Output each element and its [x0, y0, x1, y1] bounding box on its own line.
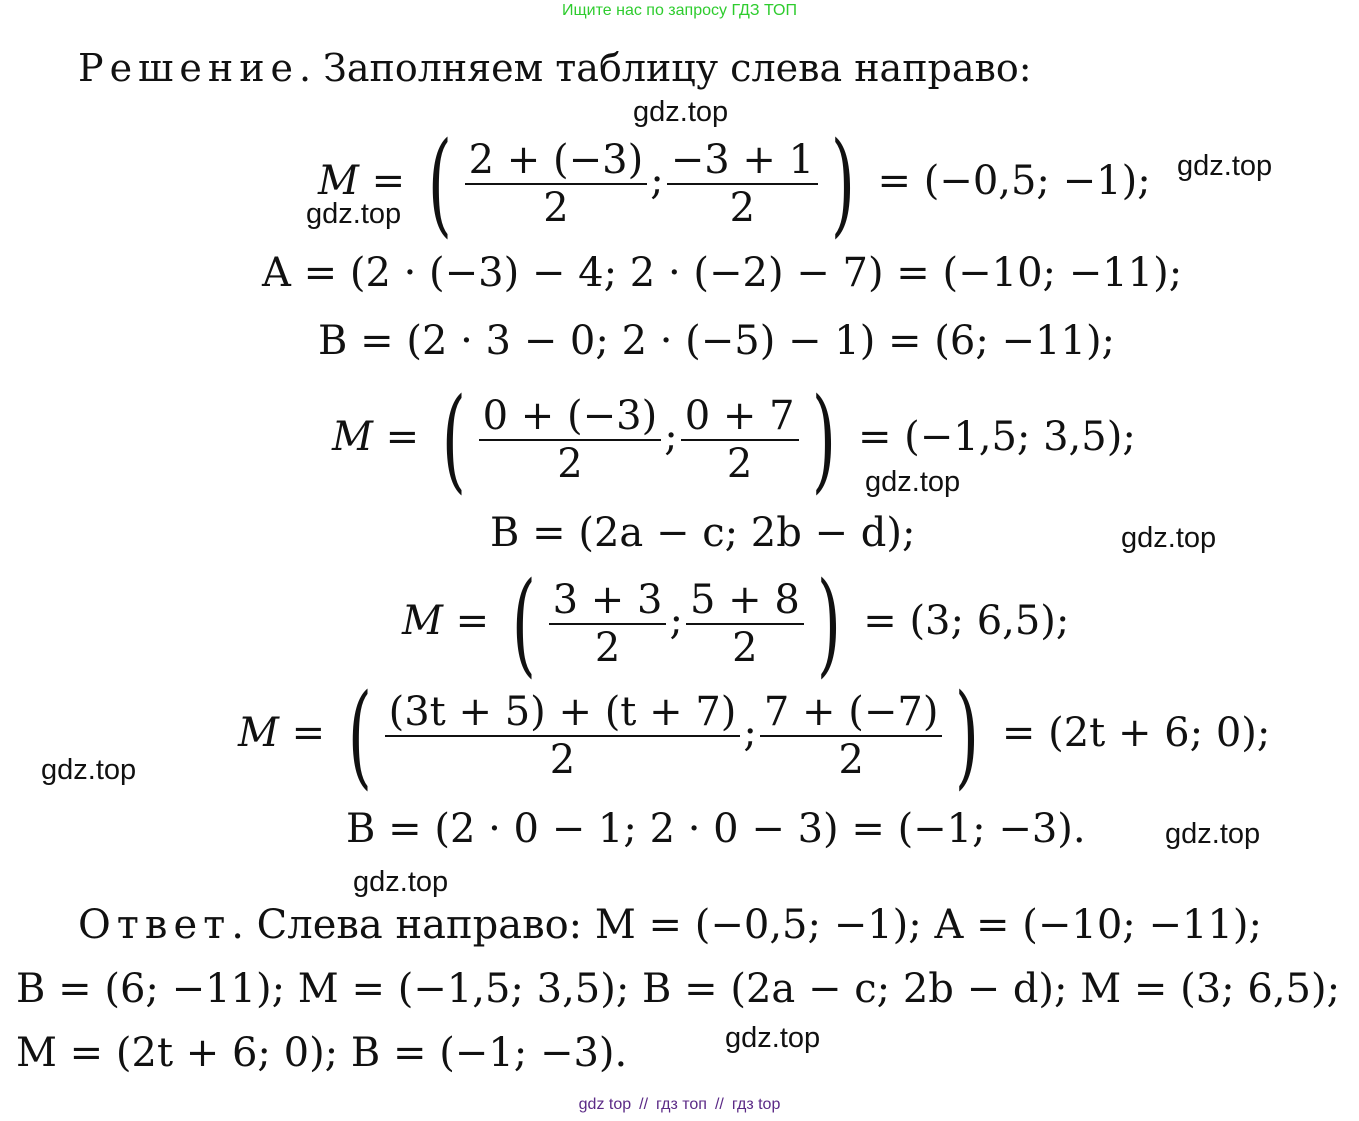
- equation-6: M = ( $\frac{3 + 3}{2}$ ; $\frac{5 + 8}{2}$ ) = (3; 6,5);: [402, 559, 1070, 689]
- left-paren: (: [347, 671, 372, 801]
- footer-separator: //: [714, 1096, 724, 1113]
- top-banner: Ищите нас по запросу ГДЗ ТОП: [562, 2, 797, 19]
- equation-7: M = ( $\frac{(3t + 5) + (t + 7)}{2}$ ; $\frac{7 + (-7)}{2}$ ) = (2t + 6; 0);: [238, 671, 1271, 801]
- solution-label: Решение: [78, 46, 300, 90]
- numerator: 0 + (−3): [479, 393, 662, 441]
- eq7-lhs: M: [238, 710, 279, 756]
- footer: [0, 1096, 1359, 1114]
- watermark: gdz.top: [633, 96, 729, 128]
- footer-item: гдз топ: [656, 1096, 707, 1113]
- eq6-lhs: M: [402, 598, 443, 644]
- watermark: gdz.top: [353, 866, 449, 898]
- answer-label: Ответ: [78, 902, 232, 948]
- answer-line-3: M = (2t + 6; 0); B = (−1; −3).: [16, 1030, 628, 1076]
- solution-heading: [78, 46, 1032, 90]
- numerator: 3 + 3: [549, 577, 667, 625]
- denominator: 2: [543, 185, 569, 231]
- eq4-lhs: M: [332, 414, 373, 460]
- fraction: [385, 689, 741, 783]
- numerator: 5 + 8: [686, 577, 804, 625]
- equation-4: M = ( $\frac{0 + (-3)}{2}$ ; $\frac{0 + 7}{2}$ ) = (−1,5; 3,5);: [332, 375, 1136, 505]
- equation-1: M = ( $\frac{2 + (-3)}{2}$ ; $\frac{-3 + 1}{2}$ ) = (−0,5; −1);: [318, 119, 1151, 249]
- fraction: [681, 393, 799, 487]
- right-paren: ): [830, 119, 855, 249]
- eq1-lhs: M: [318, 158, 359, 204]
- fraction: [549, 577, 667, 671]
- watermark: gdz.top: [41, 754, 137, 786]
- watermark: gdz.top: [306, 198, 402, 230]
- eq7-result: = (2t + 6; 0);: [1001, 710, 1271, 756]
- denominator: 2: [729, 185, 756, 231]
- denominator: 2: [726, 441, 753, 487]
- equation-2: A = (2 · (−3) − 4; 2 · (−2) − 7) = (−10; −11);: [262, 250, 1183, 296]
- fraction: [479, 393, 662, 487]
- footer-item: гдз top: [731, 1096, 781, 1113]
- footer-separator: //: [639, 1096, 649, 1113]
- denominator: 2: [549, 737, 576, 783]
- answer-text-1: . Слева направо: M = (−0,5; −1); A = (−10; −11);: [231, 902, 1262, 948]
- denominator: 2: [732, 625, 758, 671]
- watermark: gdz.top: [1177, 150, 1273, 182]
- left-paren: (: [441, 375, 466, 505]
- equation-5: B = (2a − c; 2b − d);: [490, 510, 916, 556]
- right-paren: ): [816, 559, 841, 689]
- equation-8: B = (2 · 0 − 1; 2 · 0 − 3) = (−1; −3).: [346, 806, 1086, 852]
- fraction: [760, 689, 943, 783]
- eq4-result: = (−1,5; 3,5);: [857, 414, 1136, 460]
- equation-3: B = (2 · 3 − 0; 2 · (−5) − 1) = (6; −11);: [318, 318, 1116, 364]
- eq6-result: = (3; 6,5);: [863, 598, 1070, 644]
- watermark: gdz.top: [1165, 818, 1261, 850]
- watermark: gdz.top: [865, 466, 961, 498]
- footer-item: gdz top: [578, 1096, 632, 1113]
- eq1-result: = (−0,5; −1);: [877, 158, 1151, 204]
- watermark: gdz.top: [725, 1022, 821, 1054]
- answer-line-2: B = (6; −11); M = (−1,5; 3,5); B = (2a − c; 2b − d); M = (3; 6,5);: [16, 966, 1341, 1012]
- denominator: 2: [557, 441, 583, 487]
- denominator: 2: [838, 737, 864, 783]
- numerator: −3 + 1: [667, 137, 818, 185]
- fraction: [667, 137, 818, 231]
- watermark: gdz.top: [1121, 522, 1217, 554]
- left-paren: (: [427, 119, 452, 249]
- right-paren: ): [811, 375, 836, 505]
- denominator: 2: [594, 625, 621, 671]
- numerator: 2 + (−3): [465, 137, 648, 185]
- left-paren: (: [511, 559, 536, 689]
- numerator: 0 + 7: [681, 393, 799, 441]
- fraction: [686, 577, 804, 671]
- right-paren: ): [955, 671, 980, 801]
- numerator: (3t + 5) + (t + 7): [385, 689, 741, 737]
- fraction: [465, 137, 648, 231]
- answer-line-1: [78, 902, 1262, 948]
- solution-intro: . Заполняем таблицу слева направо:: [299, 46, 1032, 90]
- numerator: 7 + (−7): [760, 689, 943, 737]
